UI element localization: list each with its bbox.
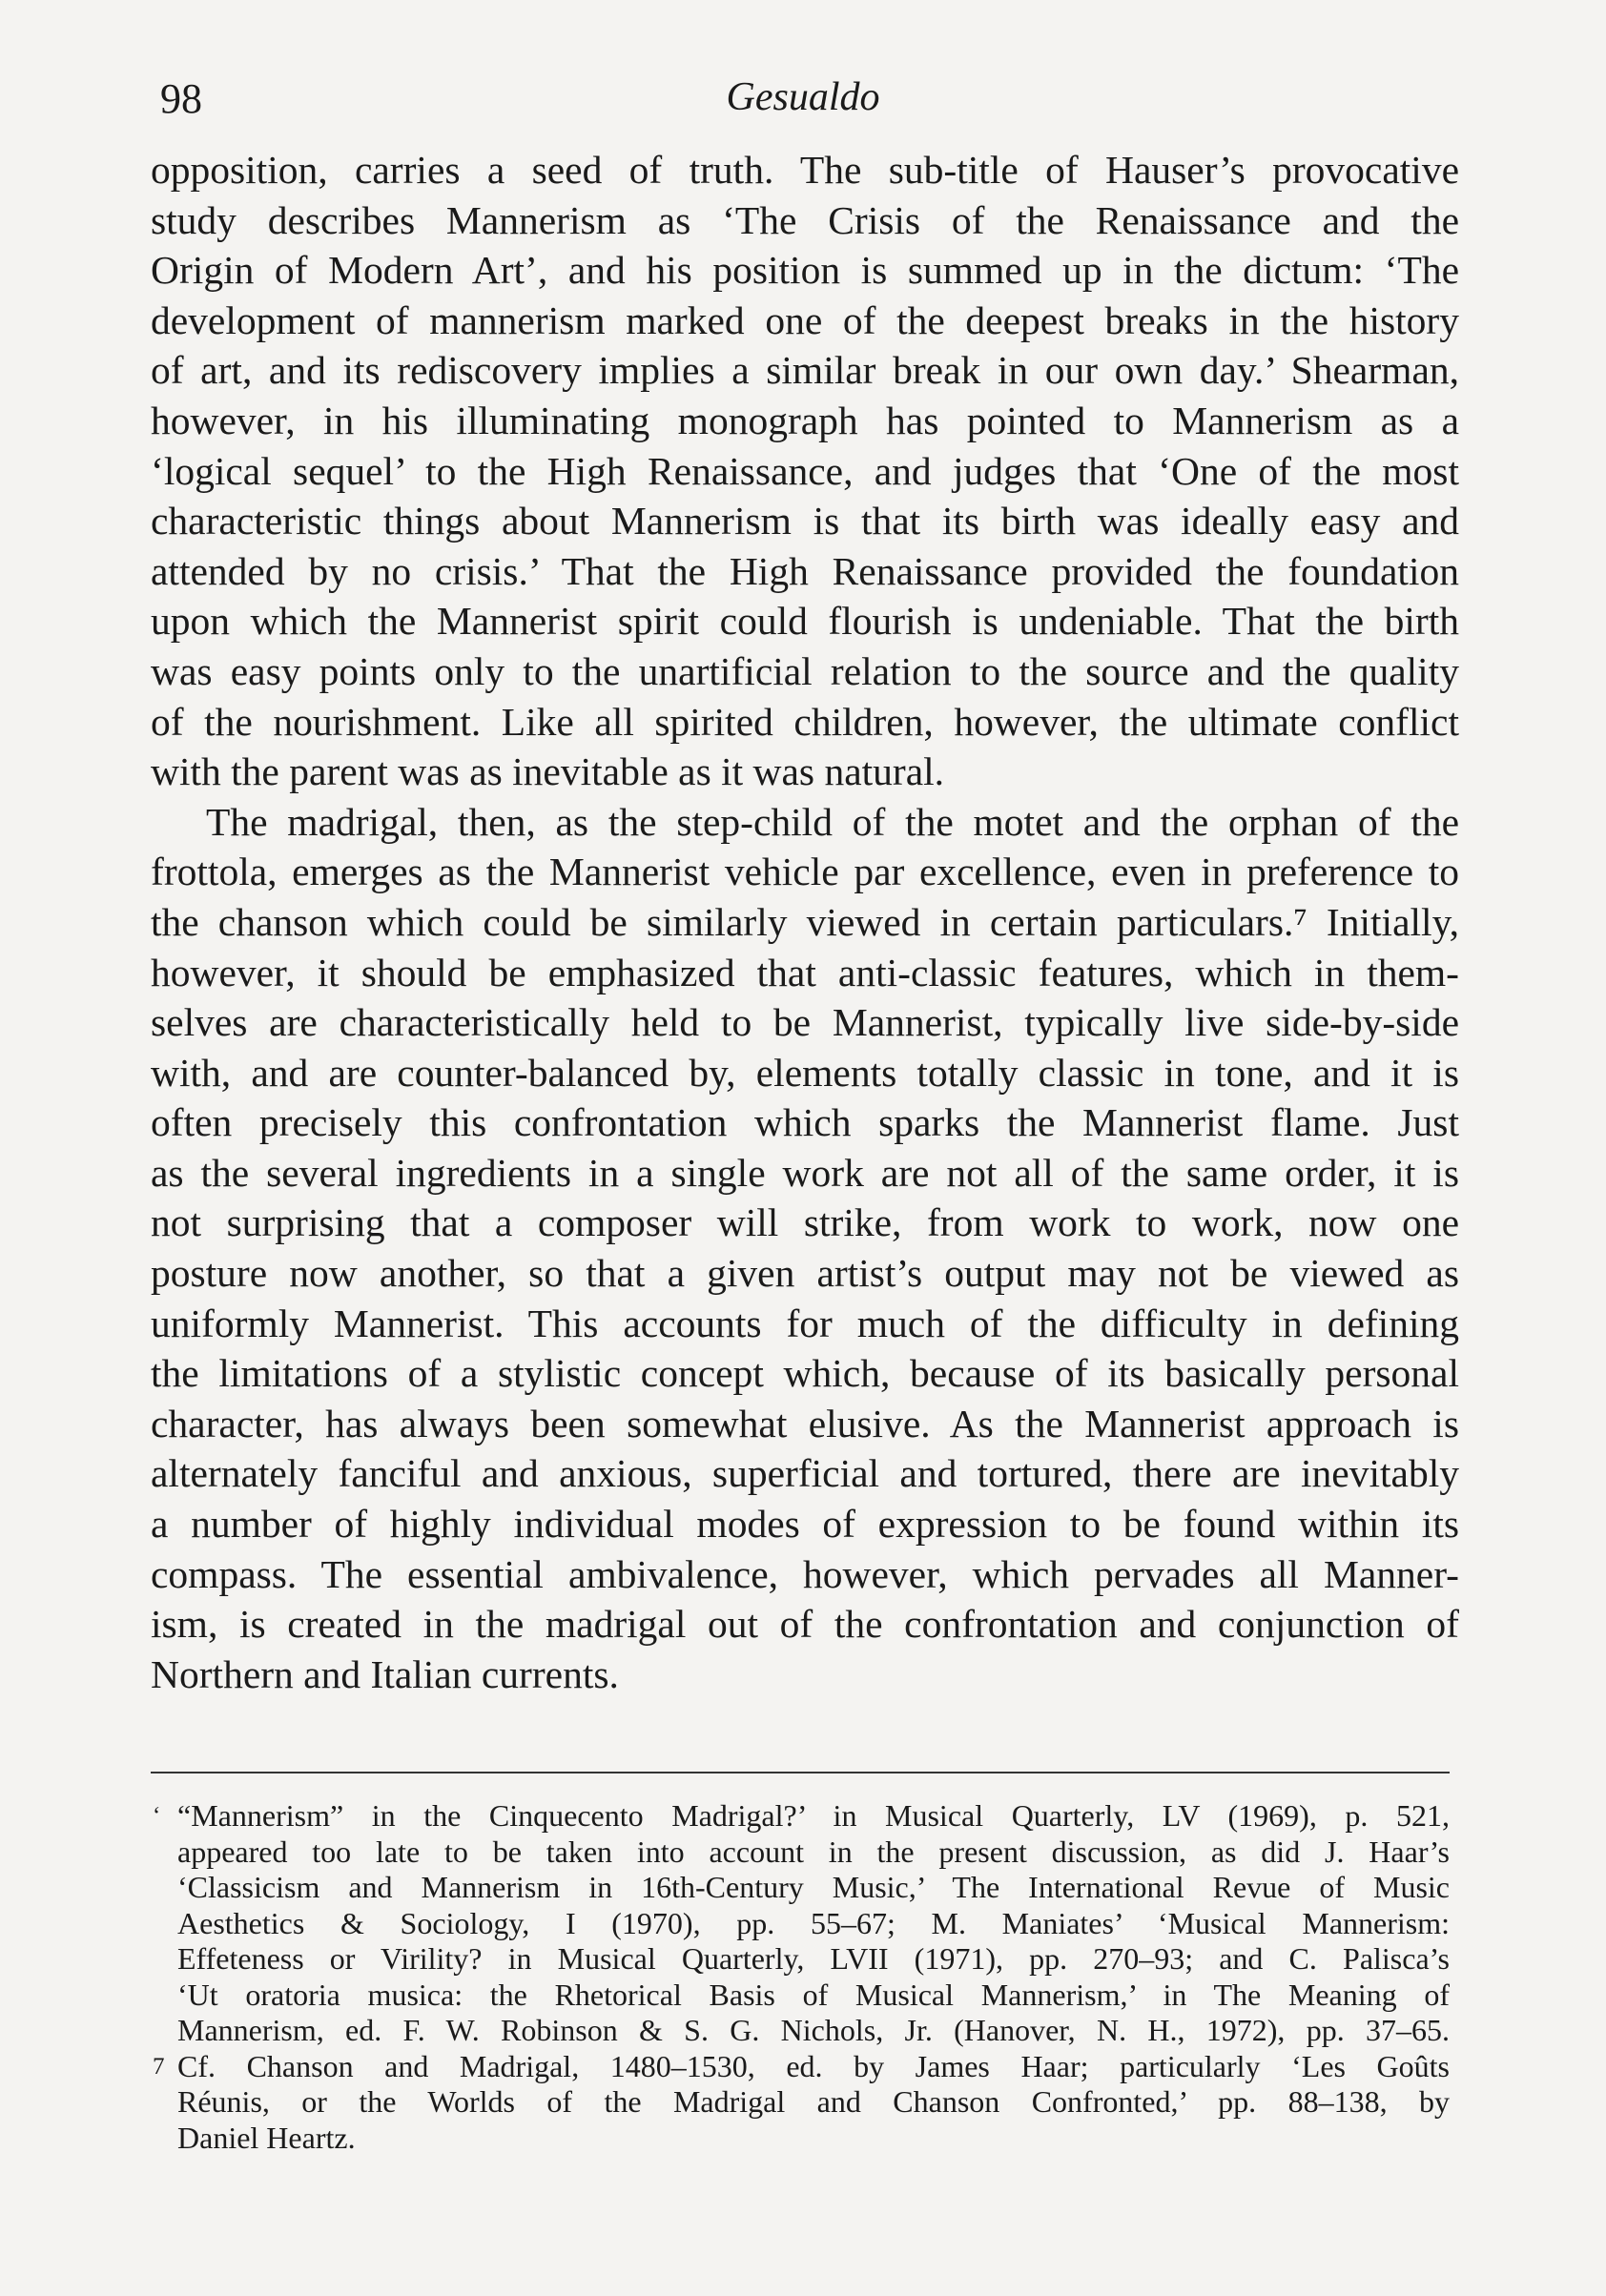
body-line: was easy points only to the unartificial relation to the source and the quality — [151, 648, 1459, 693]
footnote-marker: 7 — [153, 2053, 165, 2080]
body-line: compass. The essential ambivalence, however, which pervades all Manner- — [151, 1551, 1459, 1596]
body-line: the limitations of a stylistic concept which, because of its basically personal — [151, 1351, 1459, 1396]
body-text — [151, 145, 1459, 1699]
body-line: attended by no crisis.’ That the High Renaissance provided the foundation — [151, 548, 1459, 593]
footnote-line: appeared too late to be taken into account in the present discussion, as did J. Haar’s — [177, 1834, 1450, 1869]
footnote-line: Daniel Heartz. — [177, 2120, 356, 2155]
footnote-line: ‘Ut oratoria musica: the Rhetorical Basis of Musical Mannerism,’ in The Meaning of — [177, 1977, 1450, 2012]
running-title: Gesualdo — [726, 75, 880, 119]
footnote-line — [151, 1798, 1450, 1835]
body-line: with the parent was as inevitable as it was natural. — [151, 749, 945, 794]
body-line: selves are characteristically held to be Mannerist, typically live side-by-side — [151, 1000, 1459, 1045]
footnote-line: Réunis, or the Worlds of the Madrigal and Chanson Confronted,’ pp. 88–138, by — [177, 2084, 1450, 2119]
footnote-divider — [151, 1772, 1450, 1773]
body-line: not surprising that a composer will strike, from work to work, now one — [151, 1200, 1459, 1245]
body-line: with, and are counter-balanced by, elements totally classic in tone, and it is — [151, 1050, 1459, 1095]
body-line: however, it should be emphasized that anti-classic features, which in them- — [151, 950, 1459, 994]
footnote-marker: ‘ — [153, 1803, 161, 1829]
body-line: a number of highly individual modes of expression to be found within its — [151, 1502, 1459, 1547]
body-line: often precisely this confrontation which sparks the Mannerist flame. Just — [151, 1100, 1459, 1145]
footnote-text: Cf. Chanson and Madrigal, 1480–1530, ed. by James Haar; particularly ‘Les Goûts — [177, 2048, 1450, 2083]
body-line: upon which the Mannerist spirit could flourish is undeniable. That the birth — [151, 599, 1459, 644]
body-line: characteristic things about Mannerism is that its birth was ideally easy and — [151, 499, 1459, 543]
body-line: of the nourishment. Like all spirited children, however, the ultimate conflict — [151, 699, 1459, 744]
body-line: Northern and Italian currents. — [151, 1651, 619, 1696]
page-number: 98 — [160, 75, 202, 122]
footnote-line: Effeteness or Virility? in Musical Quarterly, LVII (1971), pp. 270–93; and C. Palisca’s — [177, 1941, 1450, 1976]
footnote-text: “Mannerism” in the Cinquecento Madrigal?’ in Musical Quarterly, LV (1969), p. 521, — [177, 1798, 1450, 1833]
body-line: uniformly Mannerist. This accounts for much of the difficulty in defining — [151, 1301, 1459, 1345]
running-head — [160, 74, 1446, 132]
footnote-line: Aesthetics & Sociology, I (1970), pp. 55–67; M. Maniates’ ‘Musical Mannerism: — [177, 1905, 1450, 1940]
body-line: posture now another, so that a given artist’s output may not be viewed as — [151, 1251, 1459, 1296]
footnotes — [151, 1798, 1450, 2156]
body-line: however, in his illuminating monograph has pointed to Mannerism as a — [151, 398, 1459, 442]
body-line: frottola, emerges as the Mannerist vehicle par excellence, even in preference to — [151, 850, 1459, 894]
body-line: ‘logical sequel’ to the High Renaissance, and judges that ‘One of the most — [151, 448, 1459, 493]
body-line: Origin of Modern Art’, and his position is summed up in the dictum: ‘The — [151, 248, 1459, 293]
body-line: The madrigal, then, as the step-child of the motet and the orphan of the — [206, 799, 1459, 844]
body-line: study describes Mannerism as ‘The Crisis of the Renaissance and the — [151, 197, 1459, 242]
footnote-line: ‘Classicism and Mannerism in 16th-Century Music,’ The International Revue of Music — [177, 1870, 1450, 1904]
body-line: the chanson which could be similarly viewed in certain particulars.⁷ Initially, — [151, 899, 1459, 944]
body-line: opposition, carries a seed of truth. The sub-title of Hauser’s provocative — [151, 148, 1459, 192]
footnote-line: Mannerism, ed. F. W. Robinson & S. G. Nichols, Jr. (Hanover, N. H., 1972), pp. 37–65. — [177, 2013, 1450, 2047]
body-line: alternately fanciful and anxious, superficial and tortured, there are inevitably — [151, 1451, 1459, 1496]
body-line: of art, and its rediscovery implies a similar break in our own day.’ Shearman, — [151, 348, 1459, 393]
footnote-line — [151, 2049, 1450, 2085]
body-line: as the several ingredients in a single work are not all of the same order, it is — [151, 1150, 1459, 1195]
body-line: ism, is created in the madrigal out of the confrontation and conjunction of — [151, 1602, 1459, 1647]
body-line: character, has always been somewhat elusive. As the Mannerist approach is — [151, 1401, 1459, 1445]
body-line: development of mannerism marked one of the deepest breaks in the history — [151, 297, 1459, 342]
